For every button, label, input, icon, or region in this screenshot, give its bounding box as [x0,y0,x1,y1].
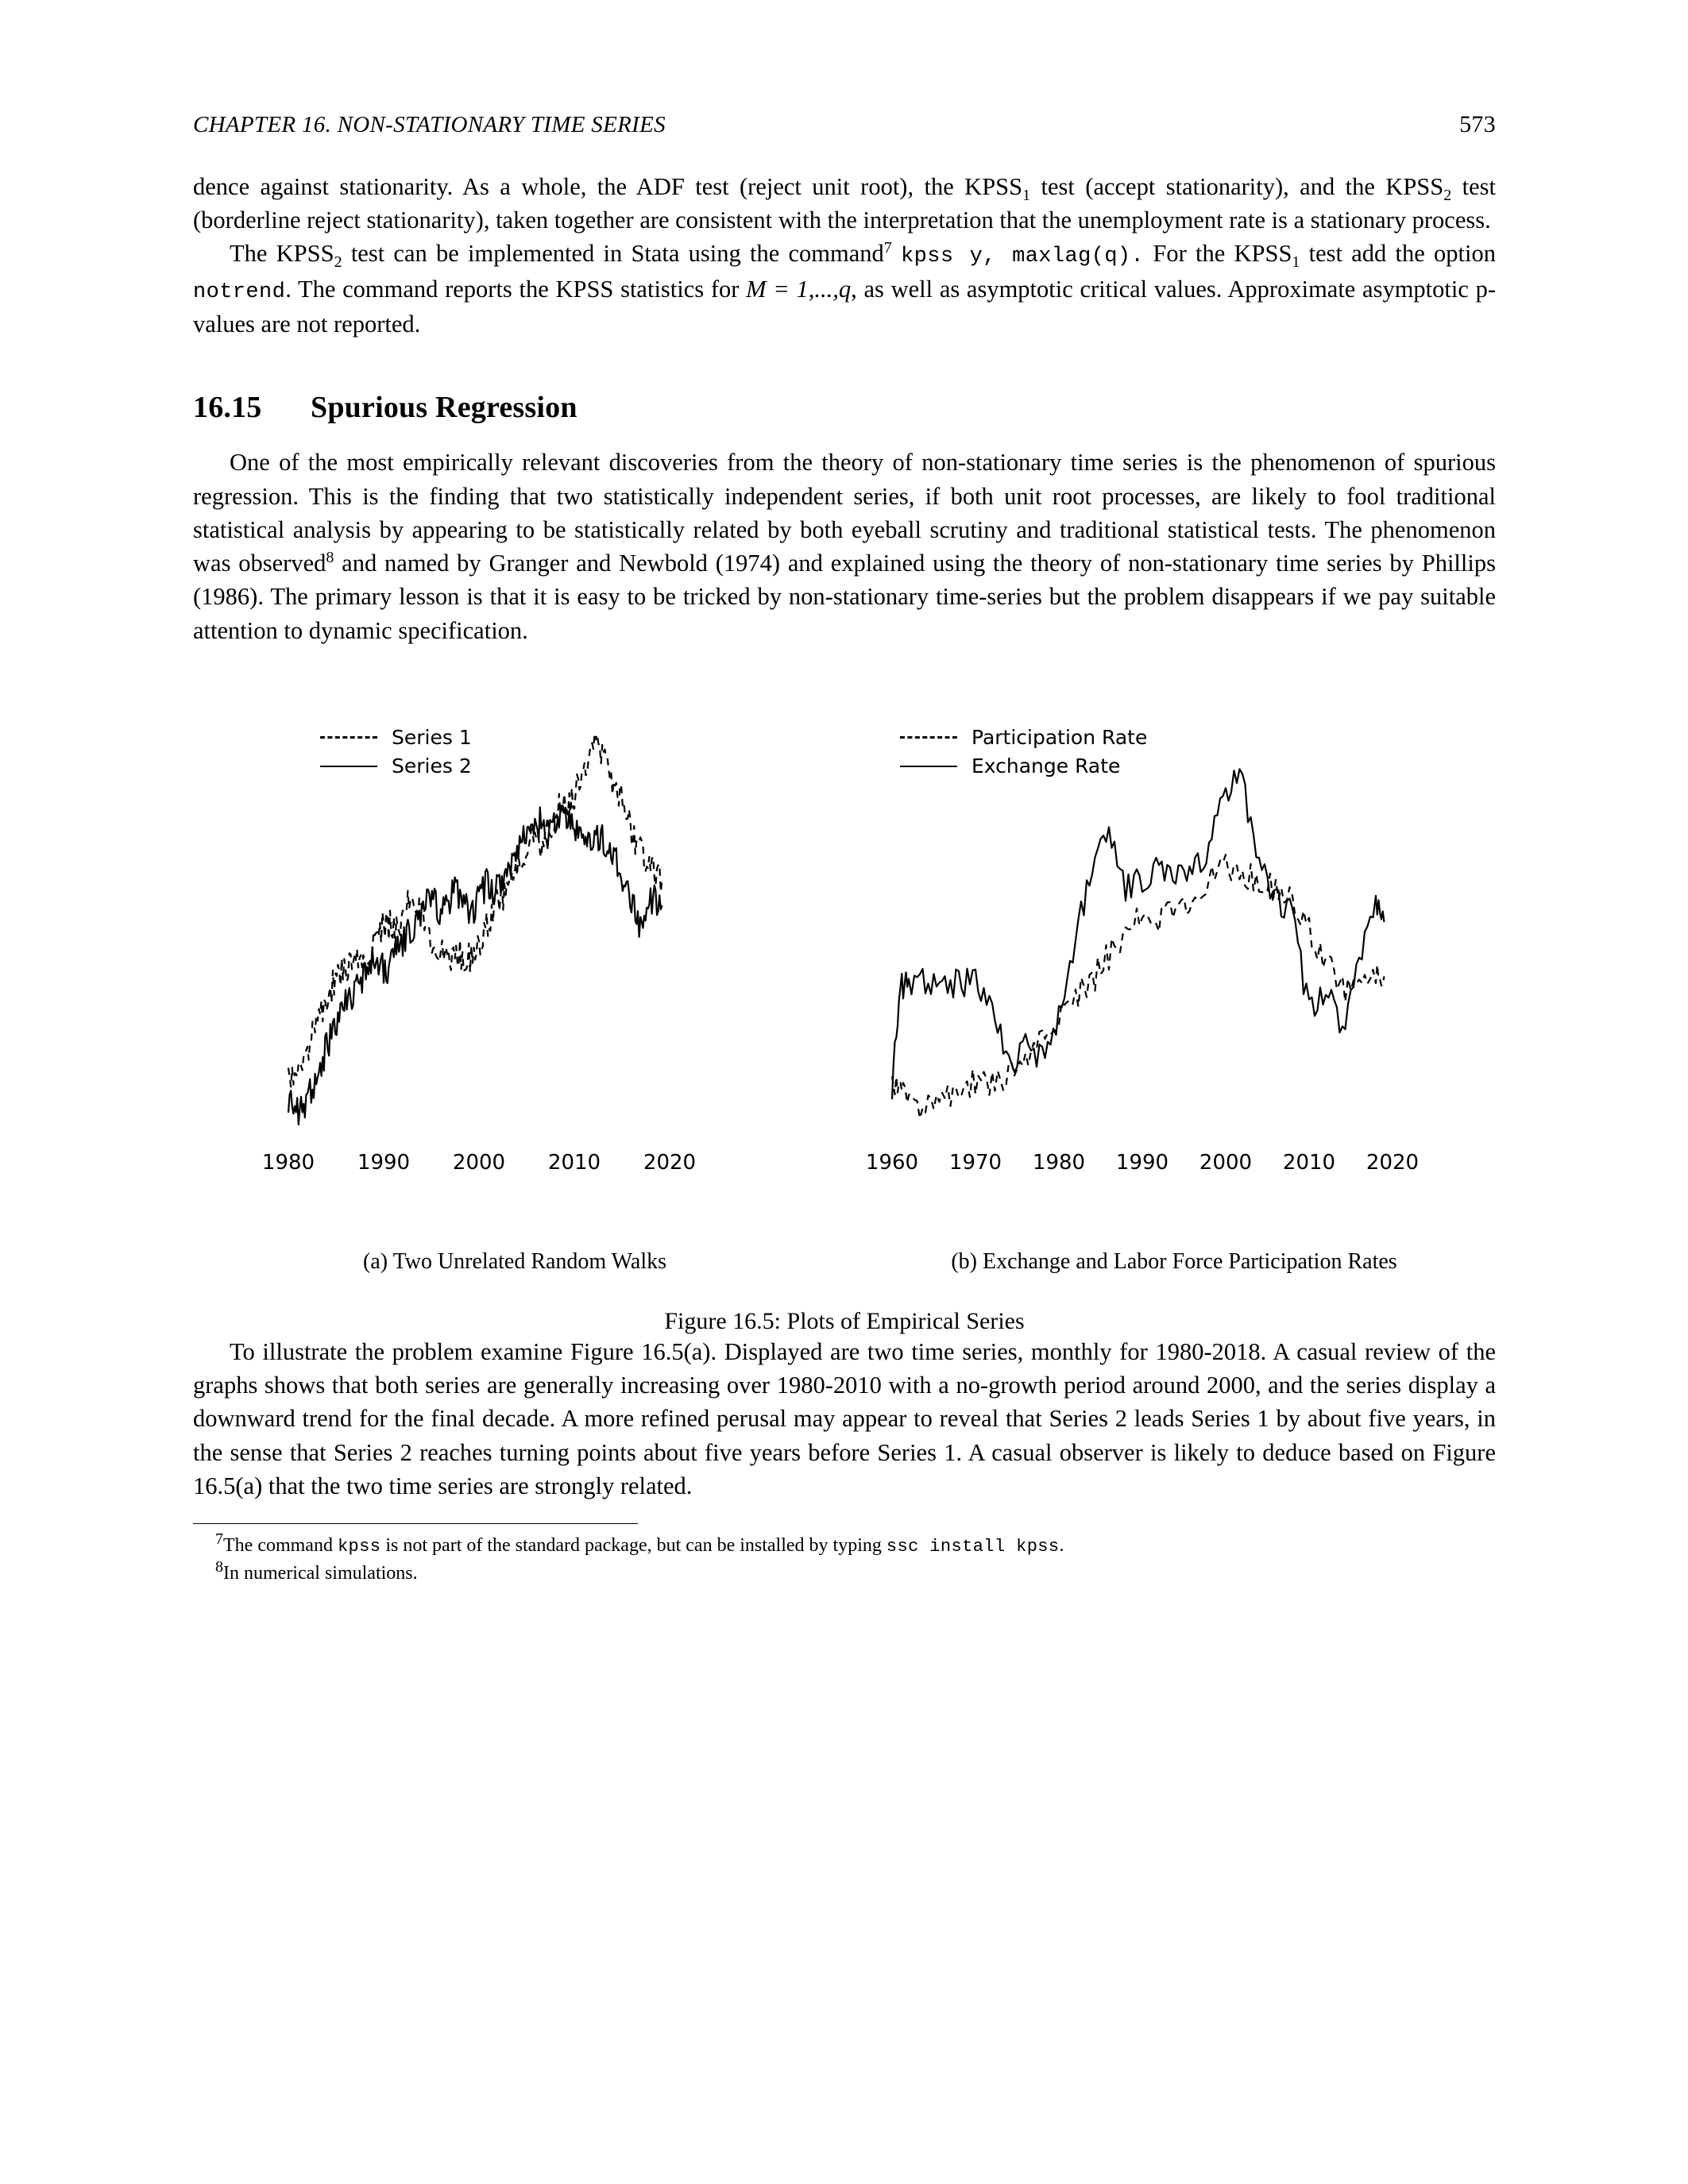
legend-label-series-2: Series 2 [392,754,472,778]
x-tick-b-3: 1990 [1115,1150,1169,1175]
dashed-line-icon [320,736,377,739]
chart-a-svg [193,706,829,1151]
x-axis-a [193,1151,829,1187]
x-tick-a-2: 2000 [452,1150,506,1175]
paragraph-2-text-e: . The command reports the KPSS statistics for [285,275,747,303]
x-tick-b-4: 2000 [1199,1150,1253,1175]
x-tick-b-1: 1970 [948,1150,1002,1175]
footnotes [193,1532,1496,1588]
footnote-7-code-install: ssc install kpss [886,1537,1060,1557]
x-tick-b-5: 2010 [1282,1150,1336,1175]
paragraph-2-text-a: The KPSS [230,240,334,268]
plot-a [193,706,829,1151]
paragraph-2-text-b: test can be implemented in Stata using the command [342,240,884,268]
legend-label-series-1: Series 1 [392,726,472,750]
stata-option-notrend: notrend [193,280,286,304]
footnote-7-text-a: The command [223,1535,338,1557]
footnote-7-marker: 7 [215,1530,223,1549]
figure-panels [193,706,1496,1187]
paragraph-1 [193,170,1496,237]
x-tick-a-4: 2020 [643,1150,697,1175]
section-title: Spurious Regression [311,391,577,425]
x-tick-b-6: 2020 [1365,1150,1420,1175]
x-tick-b-2: 1980 [1032,1150,1086,1175]
x-tick-a-1: 1990 [357,1150,411,1175]
legend-b [900,723,1147,781]
kpss-subscript-2: 2 [1443,187,1452,205]
panel-b [860,706,1496,1187]
running-head [193,111,1496,138]
legend-entry-series-2 [320,752,472,781]
legend-label-participation-rate: Participation Rate [971,726,1148,750]
kpss-subscript-1: 1 [1022,187,1031,205]
math-maxlag-range: M = 1,...,q [746,275,852,303]
footnote-separator [193,1523,638,1524]
stata-command-kpss: kpss y, maxlag(q). [901,245,1145,269]
solid-line-icon [900,766,957,767]
paragraph-3-text-b: and named by Granger and Newbold (1974) and explained using the theory of non-stationary time series by Phillips (1986). The primary lesson is that it is easy to be tricked by non-stationary time-series but the problem disappears if we pay suitable attention to dynamic specification. [193,550,1496,644]
x-tick-a-0: 1980 [261,1150,315,1175]
figure-caption: Figure 16.5: Plots of Empirical Series [664,1307,1025,1334]
legend-entry-exchange-rate [900,752,1147,781]
footnote-marker-7: 7 [883,239,892,257]
subcaption-b: (b) Exchange and Labor Force Participation Rates [951,1248,1397,1274]
page-content [193,111,1496,1588]
paragraph-4: To illustrate the problem examine Figure 16.5(a). Displayed are two time series, monthly for 1980-2018. A casual review of the graphs shows that both series are generally increasing over 1980-2010 with a no-growth period around 2000, and the series display a downward trend for the final decade. A more refined perusal may appear to reveal that Series 2 leads Series 1 by about five years, in the sense that Series 2 reaches turning points about five years before Series 1. A casual observer is likely to deduce based on Figure 16.5(a) that the two time series are strongly related. [193,1337,1496,1499]
paragraph-1-text-b: test (accept stationarity), and the KPSS [1030,173,1444,200]
legend-a [320,723,472,781]
footnote-7-text-b: is not part of the standard package, but can be installed by typing [380,1535,886,1557]
footnote-7-text-c: . [1059,1535,1064,1557]
page-number: 573 [1459,111,1496,137]
dashed-line-icon [900,736,957,739]
x-axis-b [860,1151,1496,1187]
solid-line-icon [320,766,377,767]
footnote-7 [215,1532,1496,1560]
footnote-8 [215,1557,1496,1588]
subcaption-a: (a) Two Unrelated Random Walks [363,1248,666,1274]
subcaptions [193,1249,1496,1275]
paragraph-3 [193,446,1496,646]
legend-label-exchange-rate: Exchange Rate [971,754,1121,778]
footnote-7-code-kpss: kpss [337,1537,381,1557]
legend-entry-participation-rate [900,723,1147,752]
paragraph-3-text-a: One of the most empirically relevant discoveries from the theory of non-stationary time series is the phenomenon of spurious regression. This is the finding that two statistically independent series, if both unit root processes, are likely to fool traditional statistical analysis by appearing to be statistically related by both eyeball scrutiny and traditional statistical tests. The phenomenon was observed [193,449,1496,577]
chapter-title: CHAPTER 16. NON-STATIONARY TIME SERIES [193,112,666,137]
panel-a [193,706,829,1187]
paragraph-2 [193,237,1496,341]
kpss1-subscript: 1 [1292,253,1300,272]
paragraph-1-text-a: dence against stationarity. As a whole, the ADF test (reject unit root), the KPSS [193,173,1023,200]
kpss2-subscript: 2 [334,253,342,272]
figure-16-5 [193,706,1496,1335]
legend-entry-series-1 [320,723,472,752]
plot-b [860,706,1496,1151]
paragraph-2-text-c: For the KPSS [1144,240,1292,268]
footnote-8-text: In numerical simulations. [223,1562,418,1584]
section-heading [193,390,1496,425]
section-number: 16.15 [193,391,262,425]
x-tick-b-0: 1960 [865,1150,919,1175]
paragraph-2-text-f: , as well as asymptotic critical values. Approximate asymptotic p-values are not reported. [193,275,1496,338]
x-tick-a-3: 2010 [547,1150,601,1175]
footnote-marker-8: 8 [326,549,334,567]
paragraph-2-text-d: test add the option [1300,240,1496,268]
footnote-8-marker: 8 [215,1557,223,1576]
paragraph-1-text-c: test (borderline reject stationarity), taken together are consistent with the interpretation that the unemployment rate is a stationary process. [193,173,1496,234]
series-line [288,805,662,1125]
